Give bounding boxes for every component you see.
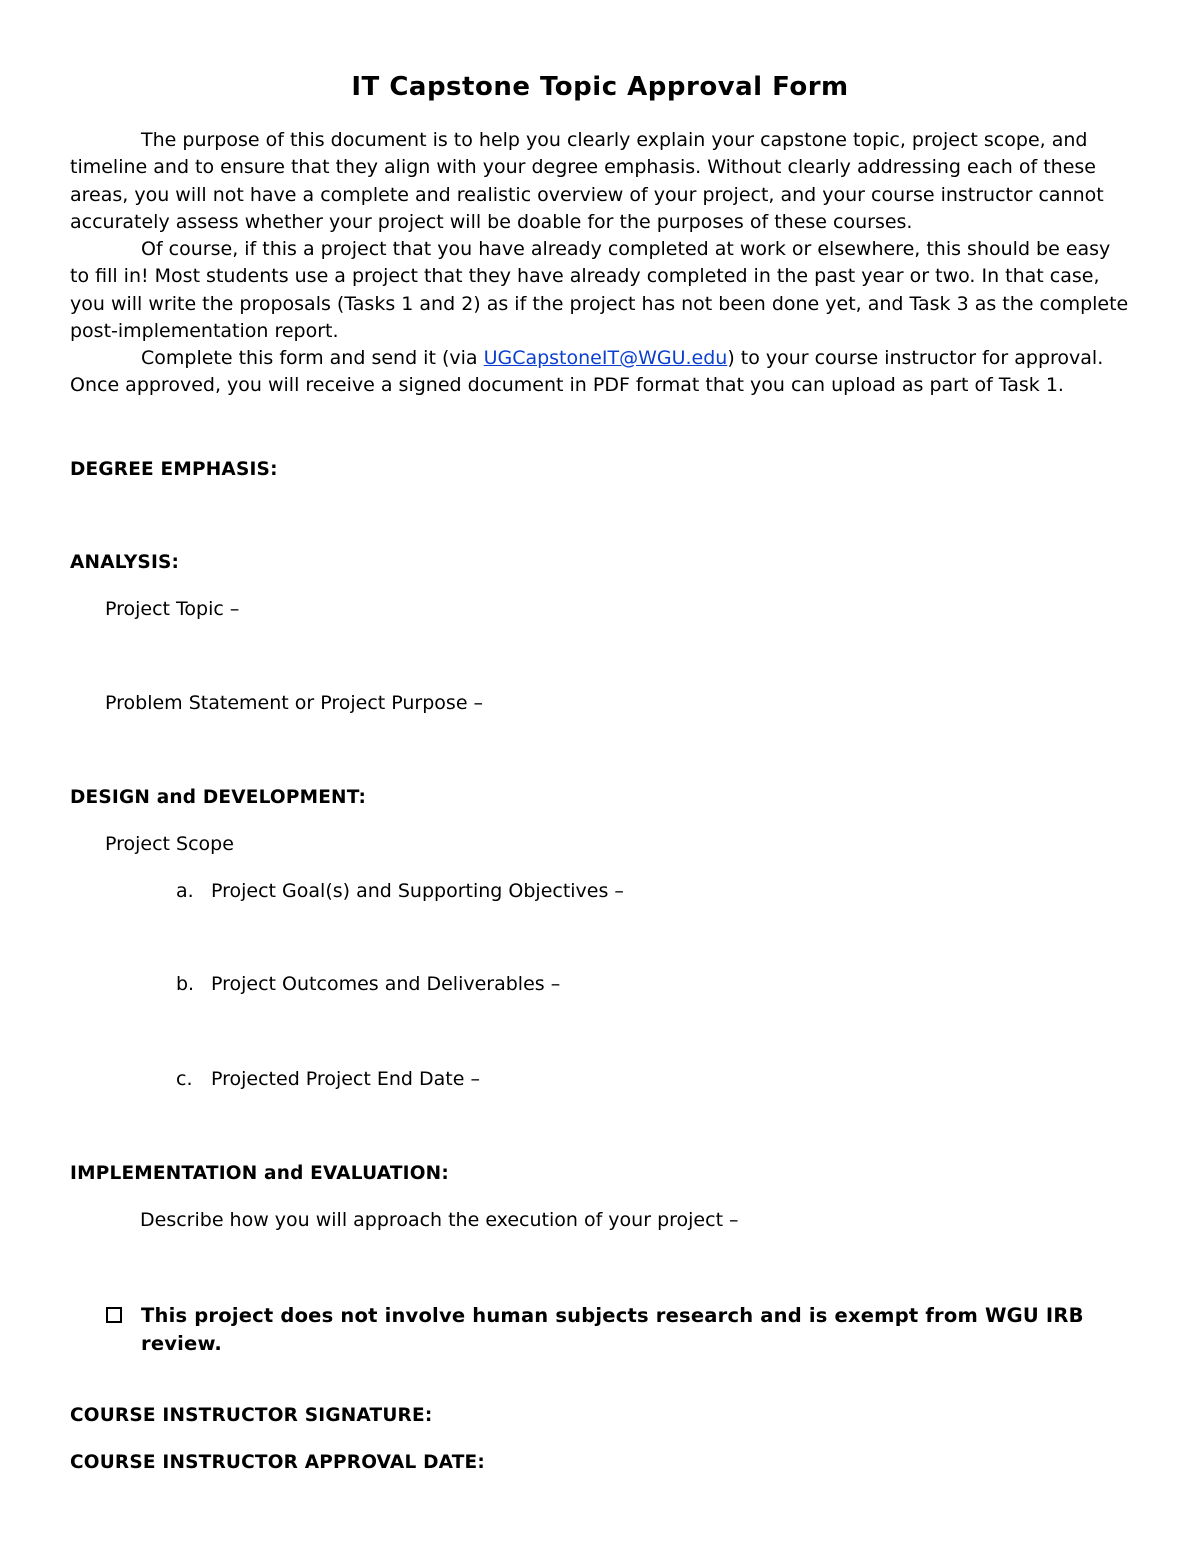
problem-statement-label: Problem Statement or Project Purpose – bbox=[105, 692, 484, 714]
intro-paragraph-2: Of course, if this a project that you have already completed at work or elsewhere, this should be easy to fill in! Most students use a project that they have already completed in the past year or two. In that case, you will write the proposals (Tasks 1 and 2) as if the project has not been done yet, and Task 3 as the complete post-implementation report. bbox=[70, 238, 1129, 342]
project-topic-label: Project Topic – bbox=[105, 598, 240, 620]
list-marker: b. bbox=[176, 973, 195, 995]
instructor-signature-label: COURSE INSTRUCTOR SIGNATURE: bbox=[70, 1405, 433, 1426]
design-development-heading: DESIGN and DEVELOPMENT: bbox=[70, 787, 367, 808]
execution-label: Describe how you will approach the execution of your project – bbox=[140, 1209, 739, 1231]
analysis-heading: ANALYSIS: bbox=[70, 552, 180, 573]
intro-paragraph-3-start: Complete this form and send it (via bbox=[141, 347, 484, 369]
scope-item-label: Project Goal(s) and Supporting Objectives – bbox=[211, 880, 624, 902]
project-scope-label: Project Scope bbox=[105, 833, 234, 855]
scope-item-label: Project Outcomes and Deliverables – bbox=[211, 973, 561, 995]
scope-item-label: Projected Project End Date – bbox=[211, 1068, 480, 1090]
instructor-approval-date-label: COURSE INSTRUCTOR APPROVAL DATE: bbox=[70, 1452, 485, 1473]
page-title: IT Capstone Topic Approval Form bbox=[351, 72, 849, 102]
intro-paragraph-3-end: ) to your course instructor for approval. Once approved, you will receive a signed document in PDF format that you can upload as part of Task 1. bbox=[70, 347, 1104, 397]
email-link[interactable]: UGCapstoneIT@WGU.edu bbox=[483, 347, 728, 369]
scope-item-goals bbox=[176, 880, 624, 902]
list-marker: a. bbox=[176, 880, 194, 902]
intro-paragraph-3 bbox=[70, 345, 1134, 400]
irb-exemption-checkbox[interactable] bbox=[106, 1307, 122, 1323]
list-marker: c. bbox=[176, 1068, 193, 1090]
scope-item-end-date bbox=[176, 1068, 480, 1090]
scope-item-outcomes bbox=[176, 973, 560, 995]
intro-paragraph-1: The purpose of this document is to help you clearly explain your capstone topic, project scope, and timeline and to ensure that they align with your degree emphasis. Without clearly addressing each of these areas, you will not have a complete and realistic overview of your project, and your course instructor cannot accurately assess whether your project will be doable for the purposes of these courses. bbox=[70, 129, 1104, 233]
implementation-evaluation-heading: IMPLEMENTATION and EVALUATION: bbox=[70, 1163, 449, 1184]
degree-emphasis-heading: DEGREE EMPHASIS: bbox=[70, 459, 278, 480]
irb-exemption-label: This project does not involve human subjects research and is exempt from WGU IRB review. bbox=[141, 1304, 1084, 1355]
